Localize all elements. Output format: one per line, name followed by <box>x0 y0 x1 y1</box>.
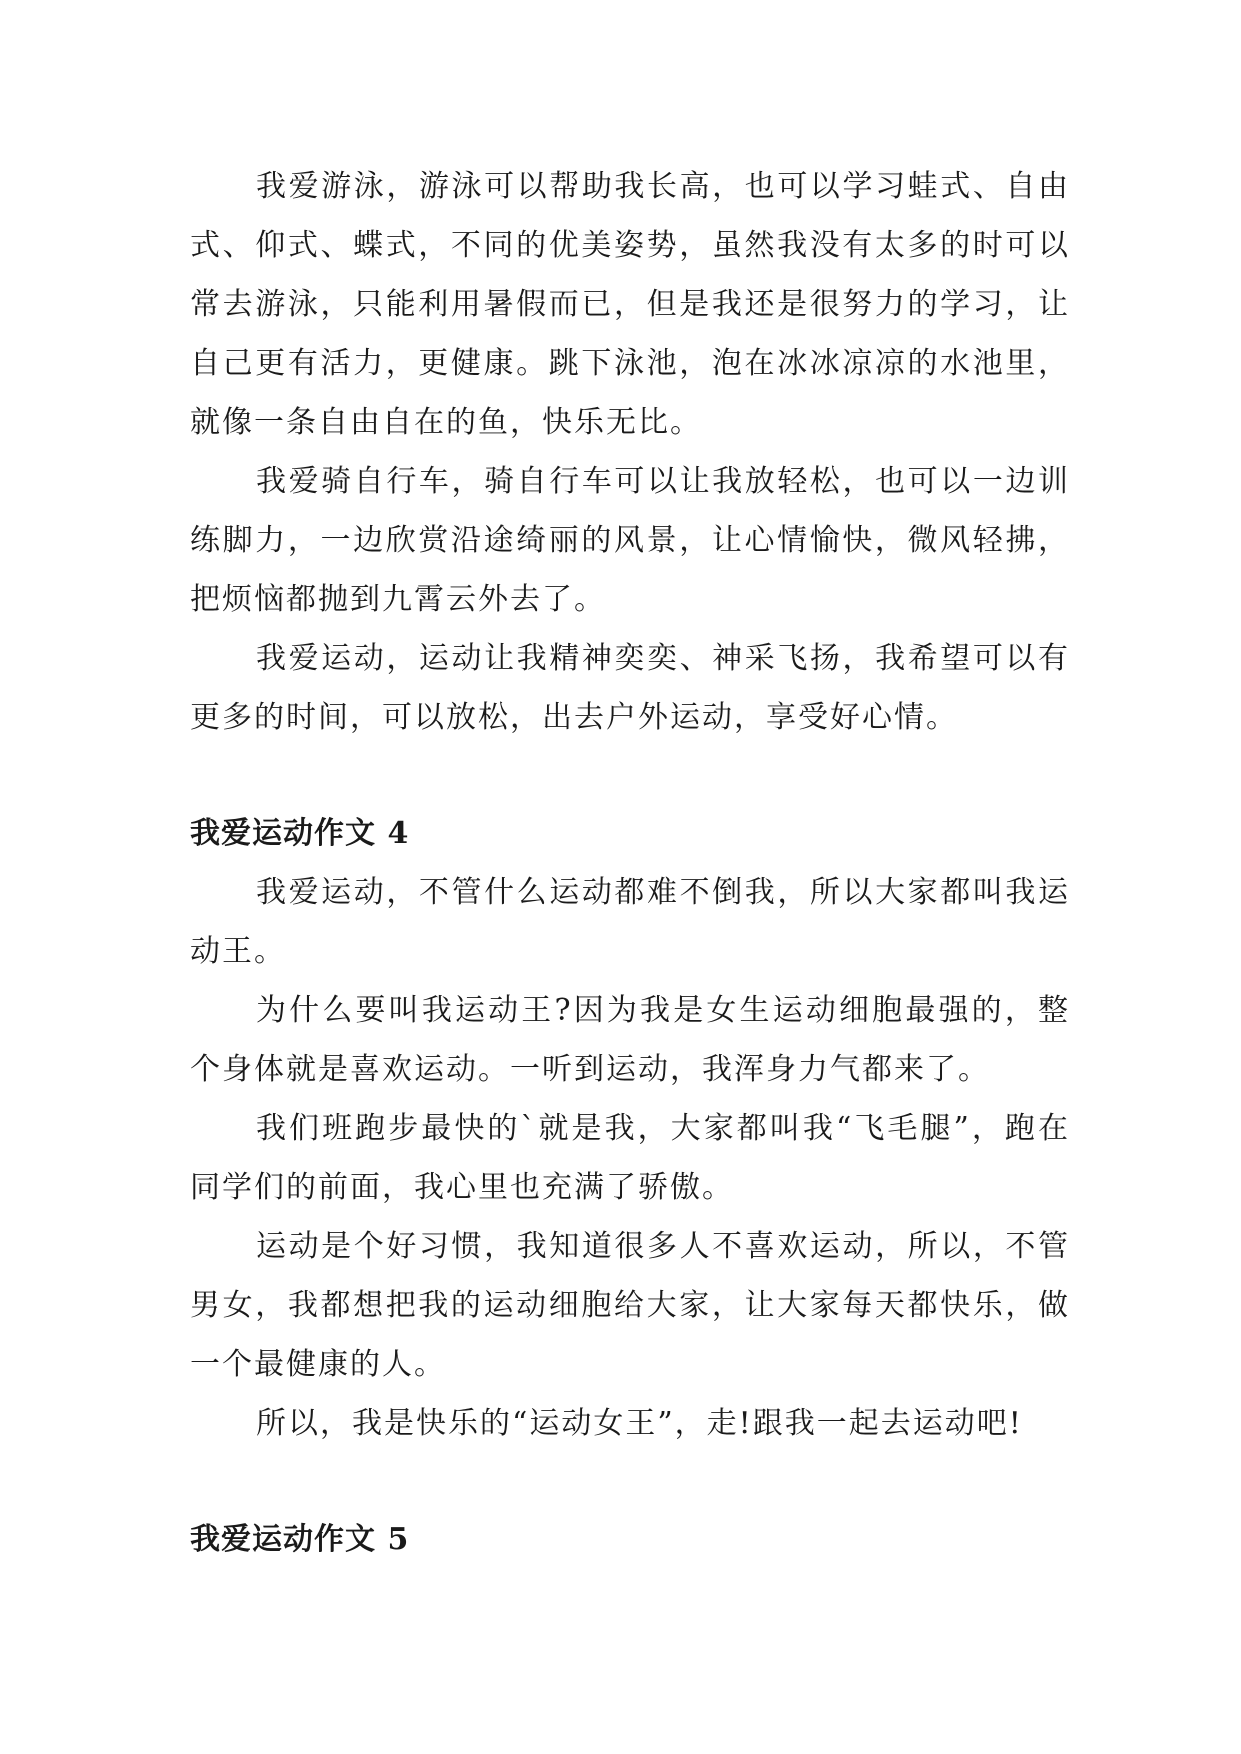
document-body <box>190 157 1070 1569</box>
paragraph-love-sports: 我爱运动，运动让我精神奕奕、神采飞扬，我希望可以有更多的时间，可以放松，出去户外运动，享受好心情。 <box>190 641 1070 735</box>
paragraph-fastest-runner: 我们班跑步最快的`就是我，大家都叫我“飞毛腿”，跑在同学们的前面，我心里也充满了骄傲。 <box>190 1111 1070 1205</box>
essay-heading-5: 我爱运动作文 5 <box>190 1522 410 1557</box>
paragraph-why-sports-king: 为什么要叫我运动王?因为我是女生运动细胞最强的，整个身体就是喜欢运动。一听到运动，我浑身力气都来了。 <box>190 993 1070 1087</box>
paragraph-cycling: 我爱骑自行车，骑自行车可以让我放轻松，也可以一边训练脚力，一边欣赏沿途绮丽的风景，让心情愉快，微风轻拂，把烦恼都抛到九霄云外去了。 <box>190 464 1070 617</box>
paragraph-sports-queen: 所以，我是快乐的“运动女王”，走!跟我一起去运动吧! <box>256 1406 1023 1441</box>
essay-heading-4: 我爱运动作文 4 <box>190 816 410 851</box>
paragraph-sports-king: 我爱运动，不管什么运动都难不倒我，所以大家都叫我运动王。 <box>190 875 1070 969</box>
paragraph-good-habit: 运动是个好习惯，我知道很多人不喜欢运动，所以，不管男女，我都想把我的运动细胞给大家，让大家每天都快乐，做一个最健康的人。 <box>190 1229 1070 1382</box>
paragraph-swimming: 我爱游泳，游泳可以帮助我长高，也可以学习蛙式、自由式、仰式、蝶式，不同的优美姿势，虽然我没有太多的时可以常去游泳，只能利用暑假而已，但是我还是很努力的学习，让自己更有活力，更健康。跳下泳池，泡在冰冰凉凉的水池里，就像一条自由自在的鱼，快乐无比。 <box>190 169 1070 440</box>
